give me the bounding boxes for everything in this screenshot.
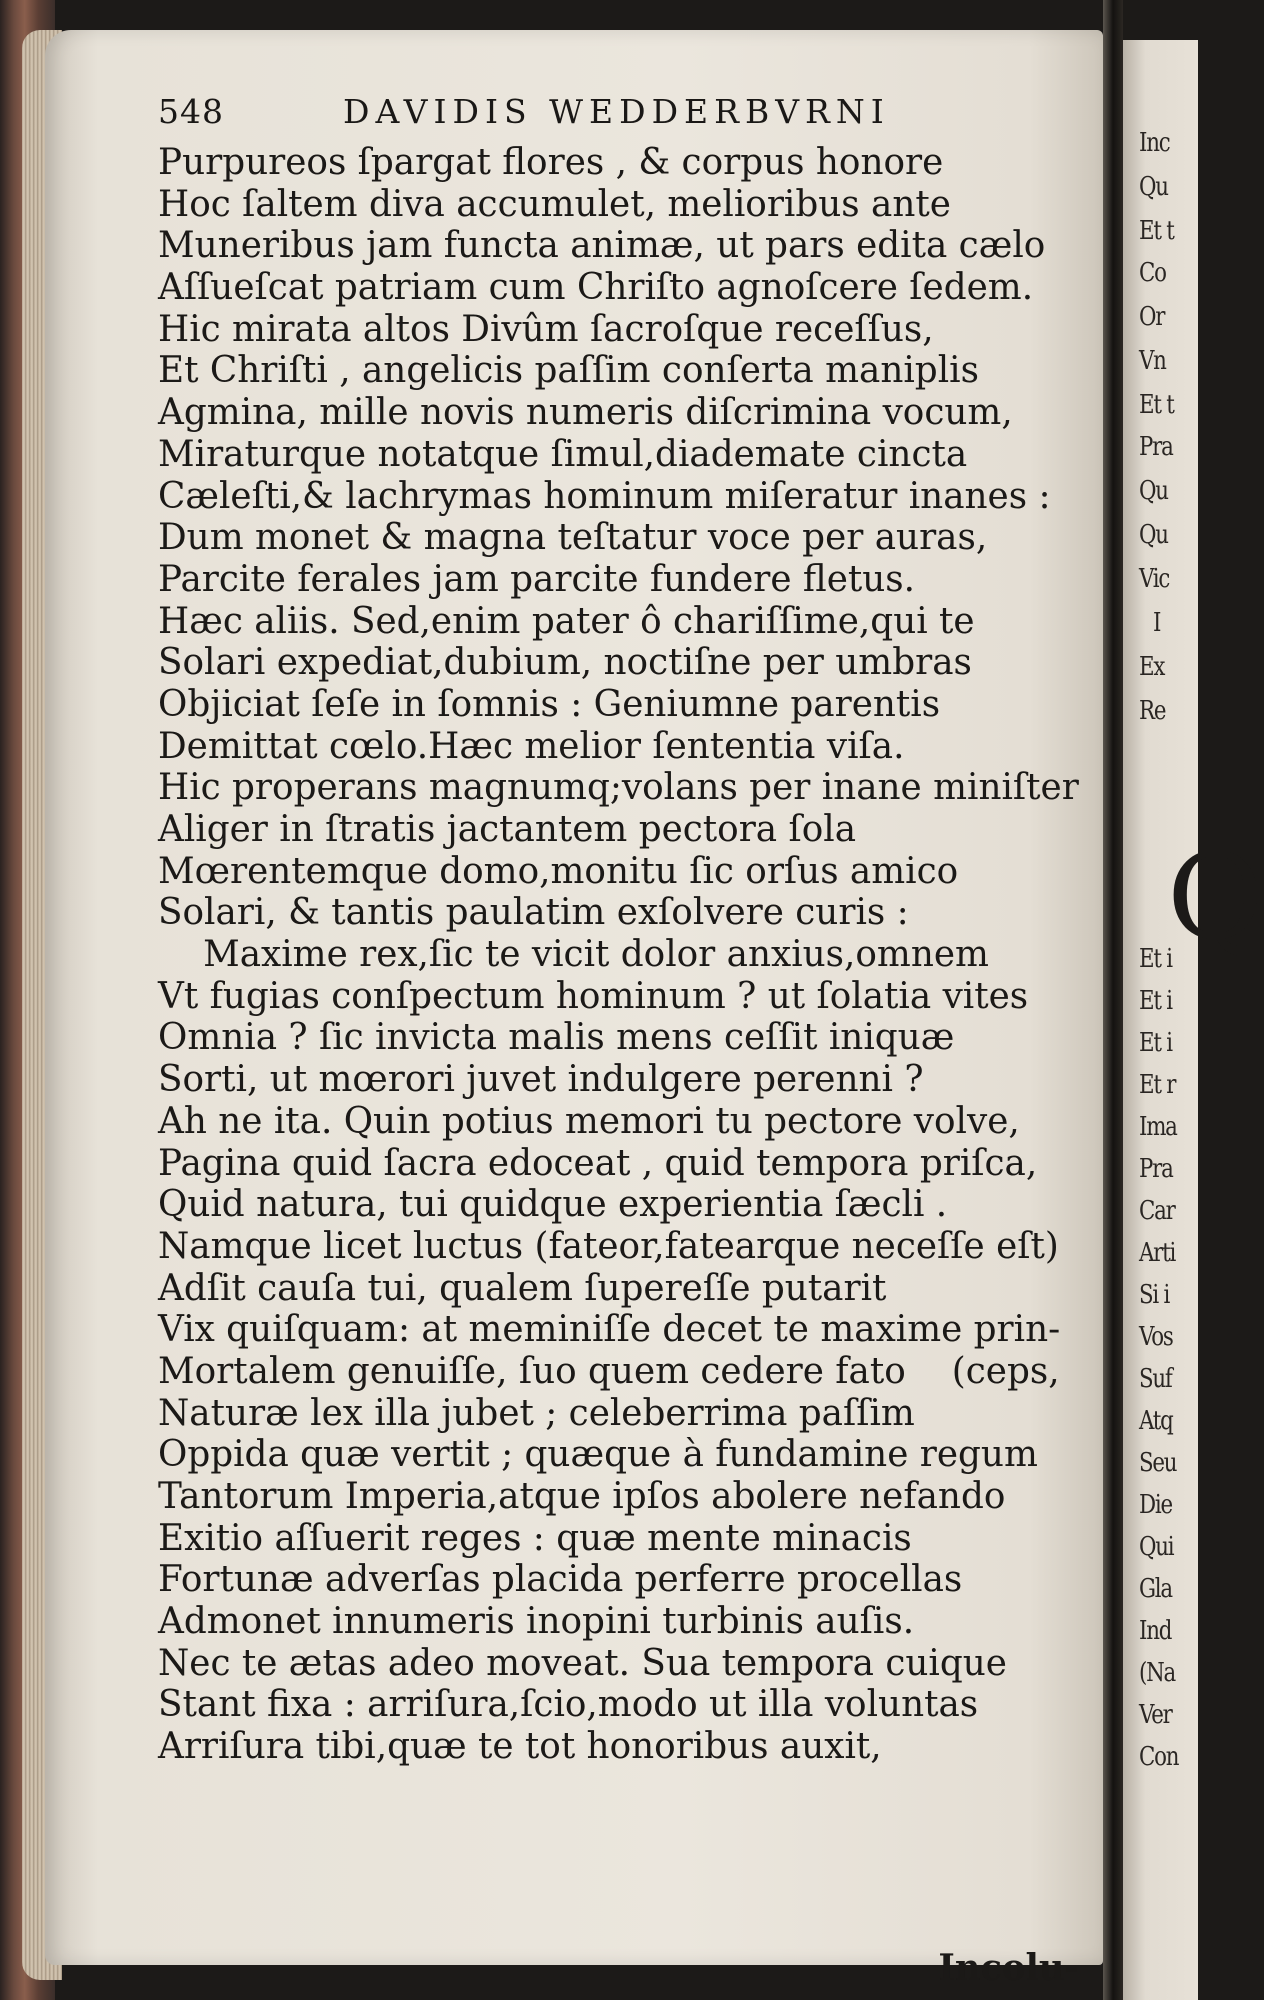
facing-fragment: Suf (1139, 1364, 1172, 1394)
facing-fragment: Die (1139, 1490, 1172, 1520)
verse-line: Maxime rex,ſic te vicit dolor anxius,omnem (203, 932, 989, 976)
verse-line: Aliger in ſtratis jactantem pectora ſola (158, 807, 857, 850)
facing-fragment: Co (1139, 258, 1166, 288)
verse-line: Fortunæ adverſas placida perferre procellas (158, 1557, 963, 1601)
verse-line: Quid natura, tui quidque experientia ſæcli . (158, 1182, 948, 1226)
verse-line: Hic properans magnumq;volans per inane miniſter (158, 765, 1079, 809)
facing-page (1123, 40, 1264, 2000)
facing-fragment: Ver (1139, 1700, 1172, 1730)
facing-fragment: Ind (1139, 1616, 1172, 1646)
running-title: DAVIDIS WEDDERBVRNI (343, 92, 890, 131)
catchword: Incolu- (938, 1947, 1080, 1989)
facing-fragment: (Na (1139, 1658, 1176, 1688)
facing-fragment: I (1153, 608, 1161, 638)
verse-line: Hic mirata altos Divûm ſacroſque receſſus, (158, 306, 934, 350)
verse-text (158, 140, 1080, 1989)
verse-line: Vix quiſquam: at meminiſſe decet te maxime prin- (158, 1307, 1061, 1351)
facing-fragment: Or (1139, 302, 1165, 332)
verse-line: Demittat cœlo.Hæc melior ſententia viſa. (158, 723, 905, 767)
page-header (158, 92, 1088, 138)
facing-fragment: Et i (1139, 944, 1172, 974)
verse-line: Admonet innumeris inopini turbinis auſis. (158, 1599, 915, 1643)
page-number: 548 (158, 92, 224, 131)
verse-line: Mœrentemque domo,monitu ſic orſus amico (158, 848, 959, 892)
facing-fragment: Et t (1139, 216, 1174, 246)
facing-fragment: Pra (1139, 1154, 1173, 1184)
facing-fragment: Qu (1139, 172, 1168, 202)
book-gutter (1103, 0, 1123, 2000)
verse-line: Agmina, mille novis numeris diſcrimina vocum, (158, 390, 1013, 434)
verse-line: Oppida quæ vertit ; quæque à fundamine regum (158, 1432, 1038, 1476)
facing-fragment: Qu (1139, 476, 1168, 506)
verse-line: Dum monet & magna teſtatur voce per auras, (158, 515, 988, 559)
facing-fragment: Vos (1139, 1322, 1173, 1352)
facing-fragment: Pra (1139, 432, 1173, 462)
facing-fragment: Qui (1139, 1532, 1174, 1562)
verse-line: Sorti, ut mœrori juvet indulgere perenni ? (158, 1057, 924, 1101)
facing-fragment: Arti (1139, 1238, 1176, 1268)
facing-fragment: Et i (1139, 986, 1172, 1016)
verse-line: Solari, & tantis paulatim exſolvere curis : (158, 890, 909, 934)
verse-line: Hæc aliis. Sed,enim pater ô chariſſime,qui te (158, 598, 975, 642)
verse-line: Parcite ferales jam parcite fundere fletus. (158, 556, 916, 600)
facing-fragment: Car (1139, 1196, 1175, 1226)
verse-line: Vt fugias conſpectum hominum ? ut ſolatia vites (158, 973, 1029, 1017)
facing-fragment: Et r (1139, 1070, 1176, 1100)
verse-line: Solari expediat,dubium, noctiſne per umbras (158, 640, 972, 684)
facing-fragment: Ima (1139, 1112, 1177, 1142)
verse-line-text: Mortalem genuiſſe, ſuo quem cedere fato (158, 1348, 906, 1392)
verse-line: Aſſueſcat patriam cum Chriſto agnoſcere ſedem. (158, 265, 1034, 309)
verse-line: Stant fixa : arriſura,ſcio,modo ut illa voluntas (158, 1682, 979, 1726)
turnover-word: (ceps, (951, 1348, 1060, 1392)
facing-fragment: Inc (1139, 128, 1170, 158)
verse-line: Exitio aſſuerit reges : quæ mente minacis (158, 1515, 912, 1559)
verse-line: Purpureos ſpargat flores , & corpus honore (158, 140, 944, 183)
verse-line: Miraturque notatque ſimul,diademate cincta (158, 431, 968, 475)
facing-fragment: Con (1139, 1742, 1179, 1772)
facing-fragment: Qu (1139, 520, 1168, 550)
facing-fragment: Et i (1139, 1028, 1172, 1058)
facing-fragment: Vic (1139, 564, 1170, 594)
verse-line (158, 1350, 1079, 1392)
verse-line: Pagina quid ſacra edoceat , quid tempora priſca, (158, 1140, 1038, 1184)
verse-line: Objiciat ſeſe in ſomnis : Geniumne parentis (158, 681, 941, 725)
facing-fragment: Seu (1139, 1448, 1177, 1478)
facing-fragment: Vn (1139, 346, 1166, 376)
verse-line: Hoc ſaltem diva accumulet, melioribus ante (158, 181, 951, 225)
verse-line: Muneribus jam functa animæ, ut pars edita cælo (158, 223, 1046, 267)
verse-line: Nec te ætas adeo moveat. Sua tempora cuique (158, 1640, 1007, 1684)
verse-line: Ah ne ita. Quin potius memori tu pectore volve, (158, 1098, 1020, 1142)
verse-line: Cæleſti,& lachrymas hominum miſeratur inanes : (158, 473, 1051, 517)
verse-line: Adſit cauſa tui, qualem ſupereſſe putarit (158, 1265, 887, 1309)
facing-fragment: Atq (1139, 1406, 1173, 1436)
facing-initial: Q (1167, 828, 1264, 966)
facing-fragment: Re (1139, 696, 1166, 726)
verse-line: Namque licet luctus (fateor,fatearque neceſſe eſt) (158, 1223, 1059, 1267)
facing-fragment: Ex (1139, 652, 1165, 682)
facing-fragment: Si i (1139, 1280, 1170, 1310)
verse-line: Naturæ lex illa jubet ; celeberrima paſſim (158, 1390, 915, 1434)
verse-line: Et Chriſti , angelicis paſſim conſerta maniplis (158, 348, 979, 392)
verse-line: Arriſura tibi,quæ te tot honoribus auxit, (158, 1724, 882, 1768)
verse-line: Tantorum Imperia,atque ipſos abolere nefando (158, 1474, 1006, 1517)
facing-fragment: Et t (1139, 390, 1174, 420)
verse-line: Omnia ? ſic invicta malis mens ceſſit iniquæ (158, 1015, 955, 1059)
facing-fragment: Gla (1139, 1574, 1172, 1604)
